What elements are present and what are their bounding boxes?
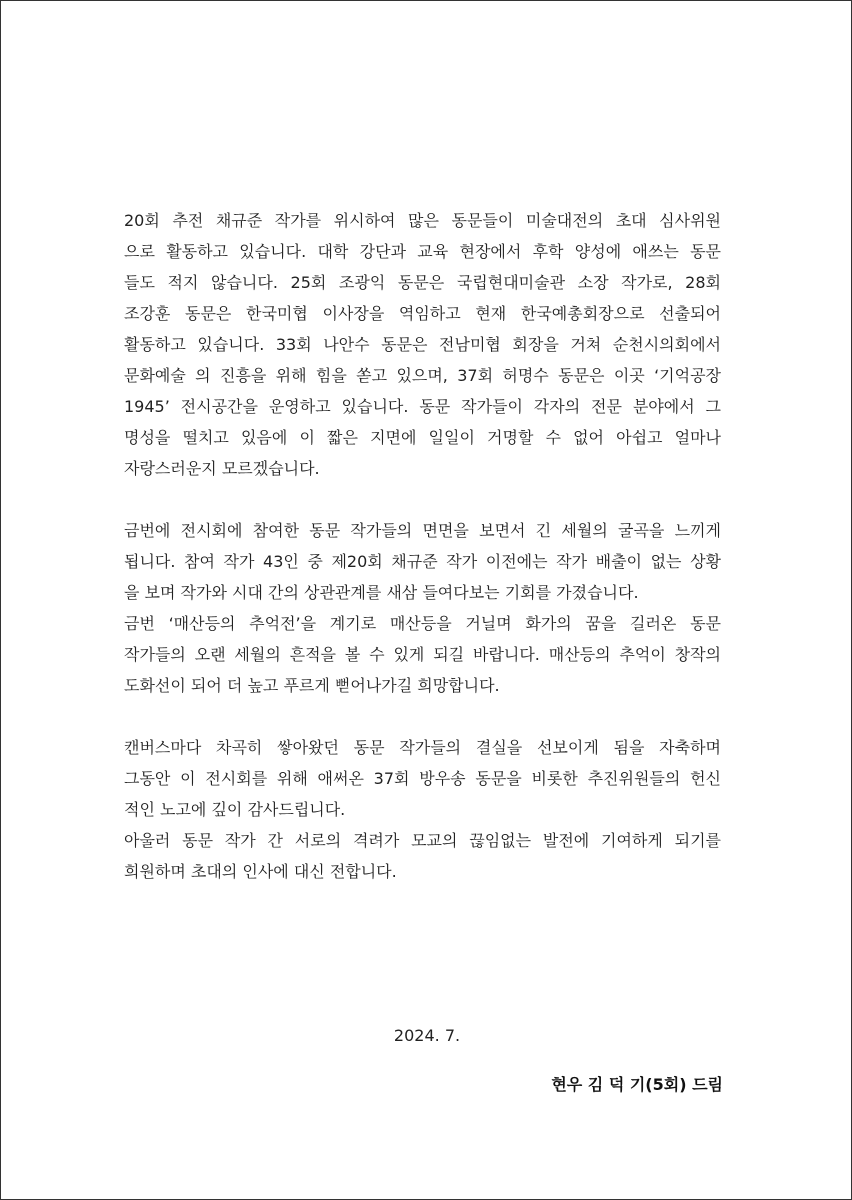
text-line: 적인 노고에 깊이 감사드립니다. [124,800,346,819]
text-line: 아울러 동문 작가 간 서로의 격려가 모교의 끊임없는 발전에 기여하게 되기를 [124,831,721,850]
text-line: 들도 적지 않습니다. 25회 조광익 동문은 국립현대미술관 소장 작가로, 28회 [124,273,721,292]
text-line: 금번에 전시회에 참여한 동문 작가들의 면면을 보면서 긴 세월의 굴곡을 느끼게 [124,521,721,540]
text-line: 을 보며 작가와 시대 간의 상관관계를 새삼 들여다보는 기회를 가졌습니다. [124,583,639,602]
text-line: 됩니다. 참여 작가 43인 중 제20회 채규준 작가 이전에는 작가 배출이 없는 상황 [124,552,721,571]
text-line: 희원하며 초대의 인사에 대신 전합니다. [124,862,397,881]
paragraph-gap [124,701,721,732]
text-line: 명성을 떨치고 있음에 이 짧은 지면에 일일이 거명할 수 없어 아쉽고 얼마나 [124,428,721,447]
letter-date: 2024. 7. [393,1026,461,1045]
paragraph-1 [124,205,721,484]
text-line: 으로 활동하고 있습니다. 대학 강단과 교육 현장에서 후학 양성에 애쓰는 동문 [124,242,721,261]
letter-signature: 현우 김 덕 기(5회) 드림 [551,1075,723,1094]
text-line: 활동하고 있습니다. 33회 나안수 동문은 전남미협 회장을 거쳐 순천시의회에서 [124,335,721,354]
text-line: 조강훈 동문은 한국미협 이사장을 역임하고 현재 한국예총회장으로 선출되어 [124,304,721,323]
paragraph-gap [124,484,721,515]
text-line: 1945’ 전시공간을 운영하고 있습니다. 동문 작가들이 각자의 전문 분야에서 그 [124,397,721,416]
text-line: 캔버스마다 차곡히 쌓아왔던 동문 작가들의 결실을 선보이게 됨을 자축하며 [124,738,721,757]
paragraph-2 [124,515,721,701]
text-line: 20회 추전 채규준 작가를 위시하여 많은 동문들이 미술대전의 초대 심사위원 [124,211,721,230]
text-line: 금번 ‘매산등의 추억전’을 계기로 매산등을 거닐며 화가의 꿈을 길러온 동문 [124,614,721,633]
text-line: 문화예술 의 진흥을 위해 힘을 쏟고 있으며, 37회 허명수 동문은 이곳 ‘기억공장 [124,366,721,385]
paragraph-3 [124,732,721,887]
letter-body [124,205,721,887]
text-line: 도화선이 되어 더 높고 푸르게 뻗어나가길 희망합니다. [124,676,500,695]
text-line: 그동안 이 전시회를 위해 애써온 37회 방우송 동문을 비롯한 추진위원들의 헌신 [124,769,721,788]
text-line: 작가들의 오랜 세월의 흔적을 볼 수 있게 되길 바랍니다. 매산등의 추억이 창작의 [124,645,721,664]
text-line: 자랑스러운지 모르겠습니다. [124,459,320,478]
